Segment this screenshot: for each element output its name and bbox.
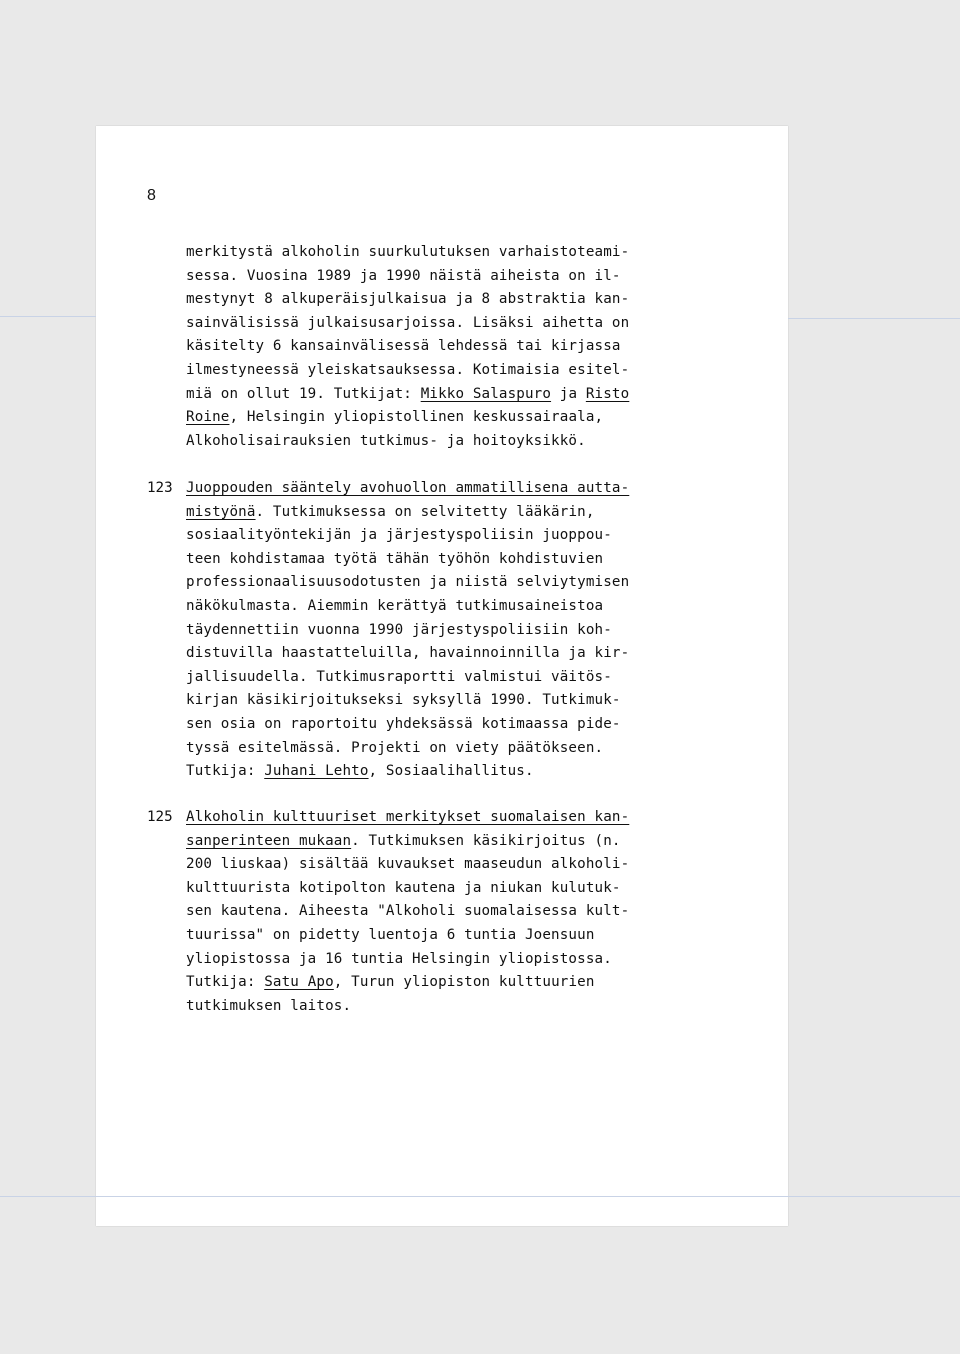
text-line: käsitelty 6 kansainvälisessä lehdessä tai kirjassa: [186, 338, 621, 355]
entry-title: [186, 806, 686, 830]
text-segment: . Tutkimuksen käsikirjoitus (n.: [351, 832, 621, 849]
text-line: sosiaalityöntekijän ja järjestyspoliisin juoppou-: [186, 527, 612, 544]
text-line: täydennettiin vuonna 1990 järjestyspoliisiin koh-: [186, 621, 612, 638]
text-segment: Tutkija:: [186, 763, 265, 780]
entry-125: [186, 806, 686, 1018]
text-line: [186, 971, 686, 995]
text-line: näkökulmasta. Aiemmin kerättyä tutkimusaineistoa: [186, 597, 604, 614]
text-line: Alkoholisairauksien tutkimus- ja hoitoyksikkö.: [186, 432, 586, 449]
text-line: kirjan käsikirjoitukseksi syksyllä 1990. Tutkimuk-: [186, 692, 621, 709]
text-line: yliopistossa ja 16 tuntia Helsingin yliopistossa.: [186, 950, 612, 967]
title-text: sanperinteen mukaan: [186, 832, 352, 849]
text-segment: , Turun yliopiston kulttuurien: [333, 974, 595, 991]
text-line: tuurissa" on pidetty luentoja 6 tuntia Joensuun: [186, 926, 595, 943]
text-line: [186, 501, 686, 525]
page-number: 8: [147, 187, 156, 204]
text-line: 200 liuskaa) sisältää kuvaukset maaseudun alkoholi-: [186, 856, 630, 873]
title-text: mistyönä: [186, 503, 256, 520]
entry-number: 125: [147, 809, 173, 825]
text-line: [186, 830, 686, 854]
title-text: Alkoholin kulttuuriset merkitykset suomalaisen kan-: [186, 809, 630, 825]
entry-123: [186, 477, 686, 784]
text-line: teen kohdistamaa työtä tähän työhön kohdistuvien: [186, 550, 604, 567]
text-segment: , Helsingin yliopistollinen keskussairaala,: [229, 409, 604, 426]
text-segment: , Sosiaalihallitus.: [368, 763, 534, 780]
text-line: sessa. Vuosina 1989 ja 1990 näistä aiheista on il-: [186, 267, 621, 284]
text-segment: . Tutkimuksessa on selvitetty lääkärin,: [255, 503, 595, 520]
entry-title: [186, 477, 686, 501]
text-segment: miä on ollut 19.: [186, 385, 326, 402]
title-text: Juoppouden sääntely avohuollon ammatillisena autta-: [186, 480, 630, 496]
researcher-name: Juhani Lehto: [264, 763, 369, 780]
text-line: [186, 406, 686, 430]
text-line: tyssä esitelmässä. Projekti on viety päätökseen.: [186, 739, 604, 756]
text-line: [186, 383, 686, 407]
researcher-name: Satu Apo: [264, 974, 334, 991]
text-segment: ja: [551, 385, 586, 402]
text-line: sen kautena. Aiheesta "Alkoholi suomalaisessa kult-: [186, 903, 630, 920]
scan-guide-line: [0, 1196, 960, 1197]
text-line: sainvälisissä julkaisusarjoissa. Lisäksi aihetta on: [186, 314, 630, 331]
text-line: sen osia on raportoitu yhdeksässä kotimaassa pide-: [186, 715, 621, 732]
text-line: jallisuudella. Tutkimusraportti valmistui väitös-: [186, 668, 612, 685]
text-line: distuvilla haastatteluilla, havainnoinnilla ja kir-: [186, 645, 630, 662]
text-segment: Tutkija:: [186, 974, 265, 991]
text-line: ilmestyneessä yleiskatsauksessa. Kotimaisia esitel-: [186, 361, 630, 378]
text-line: mestynyt 8 alkuperäisjulkaisua ja 8 abstraktia kan-: [186, 291, 630, 308]
scan-guide-line: [0, 316, 96, 317]
text-line: merkitystä alkoholin suurkulutuksen varhaistoteami-: [186, 244, 630, 260]
text-line: kulttuurista kotipolton kautena ja niukan kulutuk-: [186, 879, 621, 896]
researcher-name: Risto: [585, 385, 630, 402]
text-line: professionaalisuusodotusten ja niistä selviytymisen: [186, 574, 630, 591]
researcher-name: Roine: [186, 409, 230, 426]
text-line: [186, 760, 686, 784]
entry-number: 123: [147, 480, 173, 496]
researcher-name: Mikko Salaspuro: [420, 385, 552, 402]
text-segment: Tutkijat:: [325, 385, 421, 402]
scan-guide-line: [788, 318, 960, 319]
continuation-paragraph: [186, 241, 686, 453]
text-line: tutkimuksen laitos.: [186, 997, 352, 1014]
